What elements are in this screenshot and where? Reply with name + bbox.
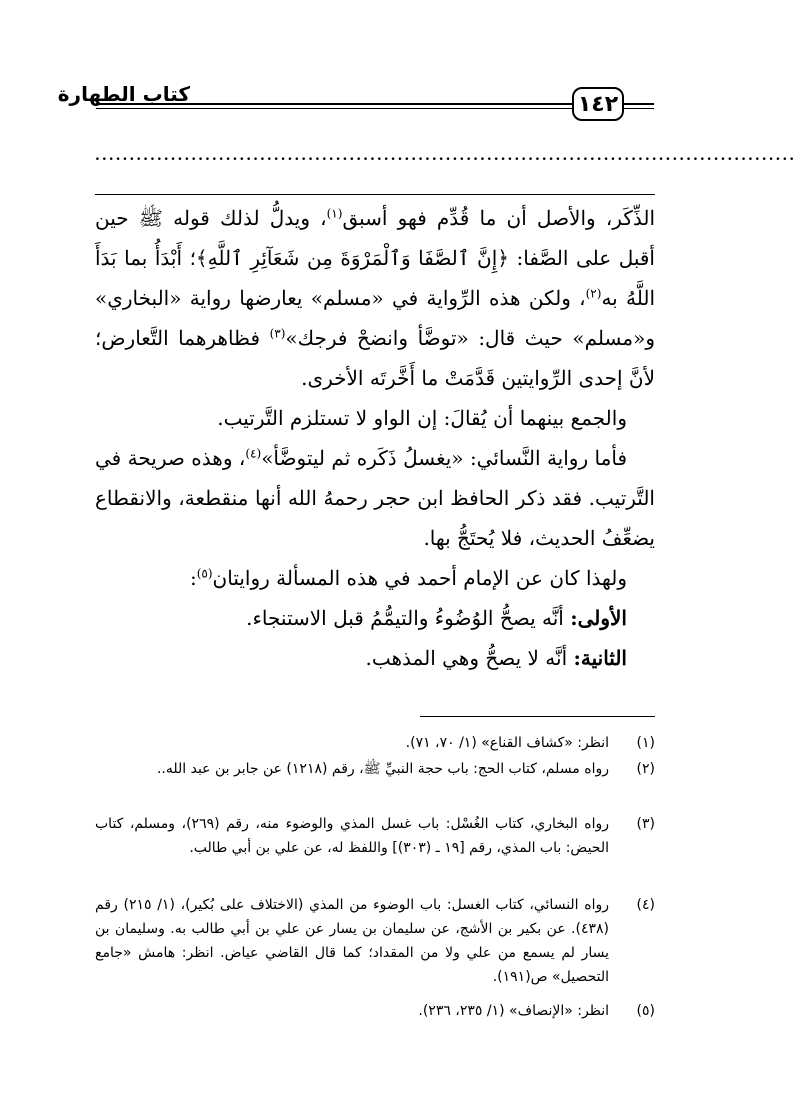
footnote-ref-1: (١) [326,206,343,221]
page-number: ١٤٢ [577,91,619,117]
footnote-3 [95,812,655,860]
running-head-title: كتاب الطهارة [57,82,190,106]
paragraph-6: الثانية: أنَّه لا يصحُّ وهي المذهب. [365,646,627,670]
footnote-1 [95,731,655,755]
footnote-text: رواه مسلم، كتاب الحج: باب حجة النبيِّ ﷺ، رقم (١٢١٨) عن جابر بن عبد الله.. [156,761,609,777]
footnote-number: (٣) [636,816,655,832]
footnote-ref-2: (٢) [585,286,602,301]
paragraph-2: والجمع بينهما أن يُقالَ: إن الواو لا تستلزم التَّرتيب. [217,406,627,430]
footnote-4 [95,893,655,989]
footnote-text: انظر: «الإنصاف» (١/ ٢٣٥، ٢٣٦). [418,1003,609,1019]
paragraph-4: ولهذا كان عن الإمام أحمد في هذه المسألة روايتان$^{(٥)}$: [189,566,627,590]
footnote-ref-5: (٥) [196,566,213,581]
footnote-rule [420,716,655,717]
dotted-separator: ...................................................................................................... [95,148,796,164]
paragraph-3: فأما رواية النَّسائي: «يغسلُ ذَكَره ثم ليتوضَّأ»$^{(٤)}$، وهذه صريحة في التَّرتيب. فقد ذكر الحافظ ابن حجر رحمهُ الله أنها منقطعة، والانقطاع يضعِّفُ الحديث، فلا يُحتَجُّ بها. [95,446,655,550]
footnote-number: (١) [636,735,655,751]
page-number-badge [572,87,624,121]
footnote-number: (٥) [636,1003,655,1019]
footnote-ref-3: (٣) [269,326,286,341]
main-text [95,198,655,678]
footnote-text: رواه النسائي، كتاب الغسل: باب الوضوء من المذي (الاختلاف على بُكير)، (١/ ٢١٥) رقم (٤٣٨). عن بكير بن الأشج، عن سليمان بن يسار عن علي بن أبي طالب به. وسليمان بن يسار لم يسمع من علي ولا من المقداد؛ كما قال القاضي عياض. انظر: هامش «جامع التحصيل» ص(١٩١). [95,897,610,985]
paragraph-1: الذِّكَر، والأصل أن ما قُدِّم فهو أسبق$^{(١)}$، ويدلُّ لذلك قوله ﷺ حين أقبل على الصَّفا: ﴿إِنَّ ٱلصَّفَا وَٱلْمَرْوَةَ مِن شَعَآئِرِ ٱللَّهِ﴾؛ أَبْدَأُ بما بَدَأَ اللَّهُ به$^{(٢)}$، ولكن هذه الرِّواية في «مسلم» يعارضها رواية «البخاري» و«مسلم» حيث قال: «توضَّأ وانضحْ فرجك»$^{(٣)}$ فظاهرهما التَّعارض؛ لأنَّ إحدى الرِّوايتين قَدَّمَتْ ما أَخَّرتَه الأخرى. [95,206,656,390]
second-opinion-label: الثانية: [573,646,627,670]
first-opinion-label: الأولى: [570,606,627,630]
paragraph-5: الأولى: أنَّه يصحُّ الوُضُوءُ والتيمُّمُ قبل الاستنجاء. [246,606,627,630]
footnote-5 [95,999,655,1023]
footnote-ref-4: (٤) [245,446,262,461]
footnote-number: (٢) [636,761,655,777]
footnote-text: انظر: «كشاف القناع» (١/ ٧٠، ٧١). [405,735,609,751]
footnote-number: (٤) [636,897,655,913]
footnote-text: رواه البخاري، كتاب الغُسْل: باب غسل المذي والوضوء منه، رقم (٢٦٩)، ومسلم، كتاب الحيض: باب المذي، رقم [١٩ ـ (٣٠٣)] واللفظ له، عن علي بن أبي طالب. [95,816,609,856]
footnote-2 [95,757,655,781]
header-rule-thin [96,108,572,109]
header-rule-right-thin [624,108,654,109]
header-rule-right-thick [624,103,654,105]
section-rule [95,194,655,195]
